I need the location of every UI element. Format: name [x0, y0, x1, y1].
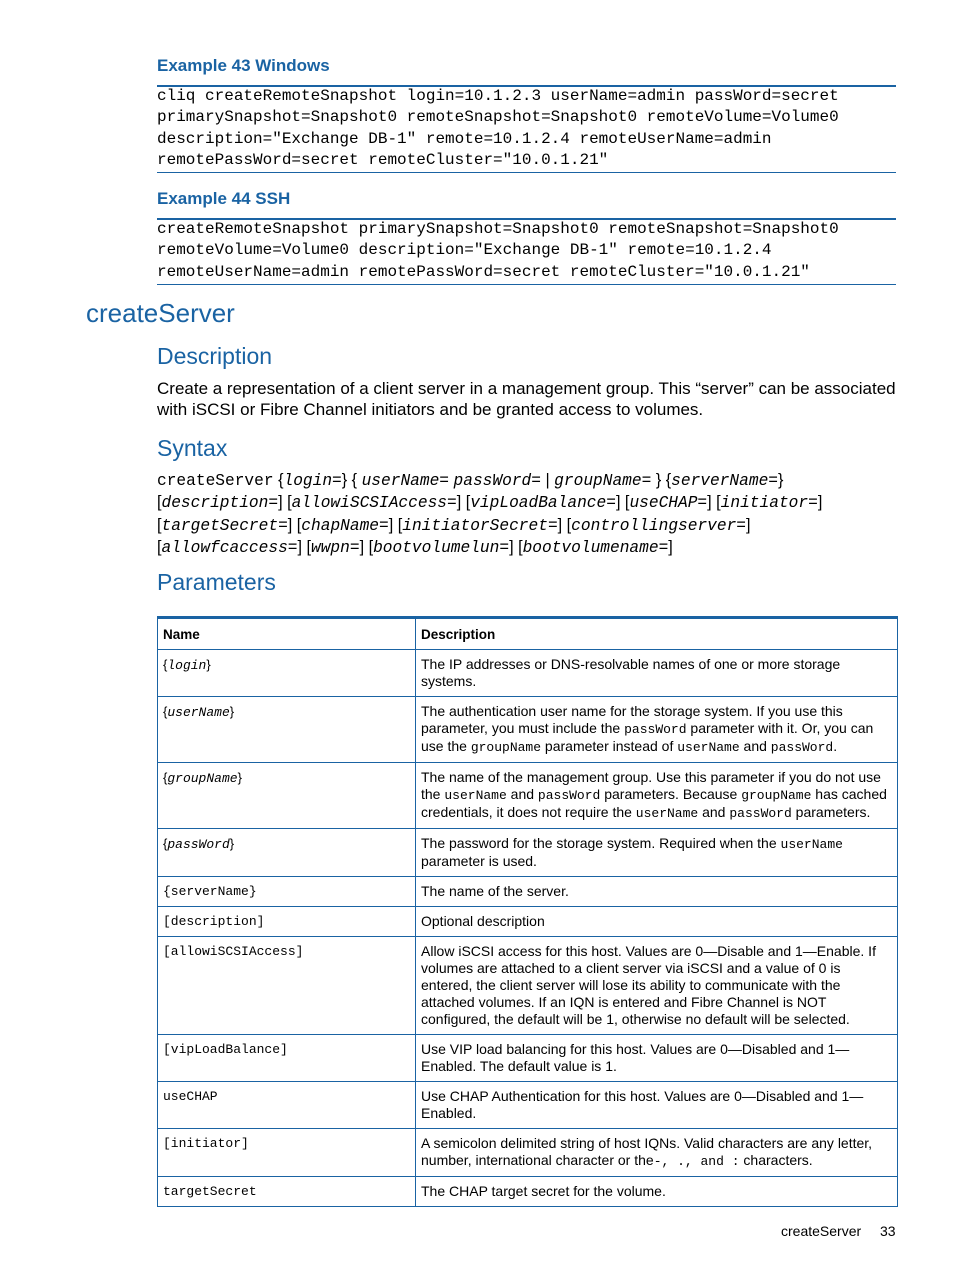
table-row — [158, 763, 898, 829]
table-row — [158, 1129, 898, 1177]
table-row — [158, 697, 898, 763]
syntax-arg-viploadbalance: vipLoadBalance= — [470, 494, 616, 513]
param-desc-targetsecret: The CHAP target secret for the volume. — [416, 1177, 898, 1207]
param-desc-viploadbalance: Use VIP load balancing for this host. Values are 0—Disabled and 1—Enabled. The default value is 1. — [416, 1035, 898, 1082]
parameters-heading: Parameters — [157, 569, 276, 595]
syntax-arg-chapname: chapName= — [301, 516, 389, 535]
param-name-servername: {serverName} — [158, 877, 416, 907]
param-desc-allowiscsiaccess: Allow iSCSI access for this host. Values are 0—Disable and 1—Enable. If volumes are attached to a client server via iSCSI and a value of 0 is entered, the client server will lose its ability to communicate with the attached volumes. If an IQN is entered and Fibre Channel is NOT configured, the default will be 1, otherwise no default will be selected. — [416, 937, 898, 1035]
section-title: createServer — [86, 298, 235, 328]
parameters-table — [157, 616, 898, 1207]
syntax-arg-description: description= — [161, 494, 279, 513]
description-heading: Description — [157, 343, 273, 369]
syntax-arg-usechap: useCHAP= — [629, 494, 708, 513]
param-desc-servername: The name of the server. — [416, 877, 898, 907]
example-43-bottom-rule — [157, 172, 896, 173]
syntax-arg-wwpn: wwpn= — [311, 539, 360, 558]
param-desc-groupname: The name of the management group. Use this parameter if you do not use the userName and passWord parameters. Because groupName has cached credentials, it does not require the userName and passWord parameters. — [416, 763, 898, 829]
syntax-heading: Syntax — [157, 435, 228, 461]
table-row — [158, 877, 898, 907]
syntax-arg-username: userName= — [361, 472, 450, 490]
param-desc-login: The IP addresses or DNS-resolvable names of one or more storage systems. — [416, 650, 898, 697]
param-name-viploadbalance: [vipLoadBalance] — [158, 1035, 416, 1082]
table-row — [158, 650, 898, 697]
syntax-arg-initiatorsecret: initiatorSecret= — [402, 516, 558, 535]
param-name-targetsecret: targetSecret — [158, 1177, 416, 1207]
column-header-name: Name — [158, 618, 416, 650]
param-desc-password: The password for the storage system. Required when the userName parameter is used. — [416, 829, 898, 877]
param-name-allowiscsiaccess: [allowiSCSIAccess] — [158, 937, 416, 1035]
param-name-groupname: {groupName} — [158, 763, 416, 829]
page-number: 33 — [880, 1223, 896, 1239]
example-43-code: cliq createRemoteSnapshot login=10.1.2.3 userName=admin passWord=secret primarySnapshot=Snapshot0 remoteSnapshot=Snapshot0 remoteVolume=Volume0 description="Exchange DB-1" remote=10.1.2.4 remoteUserName=admin remotePassWord=secret remoteCluster="10.0.1.21" — [157, 87, 839, 169]
syntax-arg-controllingserver: controllingserver= — [571, 516, 747, 535]
param-name-password: {passWord} — [158, 829, 416, 877]
param-desc-usechap: Use CHAP Authentication for this host. Values are 0—Disabled and 1—Enabled. — [416, 1082, 898, 1129]
syntax-arg-servername: serverName= — [671, 472, 778, 490]
param-desc-username: The authentication user name for the storage system. If you use this parameter, you must include the passWord parameter with it. Or, you can use the groupName parameter instead of userName and passWord. — [416, 697, 898, 763]
table-row — [158, 1177, 898, 1207]
syntax-arg-targetsecret: targetSecret= — [161, 516, 288, 535]
syntax-arg-allowiscsiaccess: allowiSCSIAccess= — [291, 494, 457, 513]
param-desc-initiator: A semicolon delimited string of host IQNs. Valid characters are any letter, number, international character or the-, ., and : characters. — [416, 1129, 898, 1177]
table-row — [158, 907, 898, 937]
param-name-description: [description] — [158, 907, 416, 937]
table-header-row — [158, 618, 898, 650]
param-name-username: {userName} — [158, 697, 416, 763]
syntax-arg-allowfcaccess: allowfcaccess= — [161, 539, 298, 558]
description-text: Create a representation of a client server in a management group. This “server” can be associated with iSCSI or Fibre Channel initiators and be granted access to volumes. — [157, 379, 896, 419]
syntax-arg-groupname: groupName= — [554, 472, 652, 490]
table-row — [158, 1082, 898, 1129]
syntax-command: createServer — [157, 472, 274, 490]
example-44-title: Example 44 SSH — [157, 189, 291, 208]
param-name-initiator: [initiator] — [158, 1129, 416, 1177]
syntax-arg-password: passWord= — [453, 472, 541, 490]
table-row — [158, 1035, 898, 1082]
syntax-arg-bootvolumelun: bootvolumelun= — [373, 539, 510, 558]
syntax-arg-bootvolumename: bootvolumename= — [522, 539, 669, 558]
param-desc-description: Optional description — [416, 907, 898, 937]
example-44-code: createRemoteSnapshot primarySnapshot=Snapshot0 remoteSnapshot=Snapshot0 remoteVolume=Volume0 description="Exchange DB-1" remote=10.1.2.4 remoteUserName=admin remotePassWord=secret remoteCluster="10.0.1.21" — [157, 220, 839, 281]
example-44-bottom-rule — [157, 284, 896, 285]
syntax-arg-initiator: initiator= — [720, 494, 818, 513]
param-name-login: {login} — [158, 650, 416, 697]
example-43-title: Example 43 Windows — [157, 56, 330, 75]
table-row — [158, 937, 898, 1035]
syntax-block: createServer {login=} { userName= passWord= | groupName= } {serverName=} [description=] [allowiSCSIAccess=] [vipLoadBalance=] [useCHAP=] [initiator=] [targetSecret=] [chapName=] [initiatorSecret=] [controllingserver=] [allowfcaccess=] [wwpn=] [bootvolumelun=] [bootvolumename=] — [157, 471, 823, 558]
column-header-description: Description — [416, 618, 898, 650]
footer-section-label: createServer — [781, 1223, 862, 1239]
syntax-arg-login: login= — [283, 472, 342, 490]
table-row — [158, 829, 898, 877]
param-name-usechap: useCHAP — [158, 1082, 416, 1129]
